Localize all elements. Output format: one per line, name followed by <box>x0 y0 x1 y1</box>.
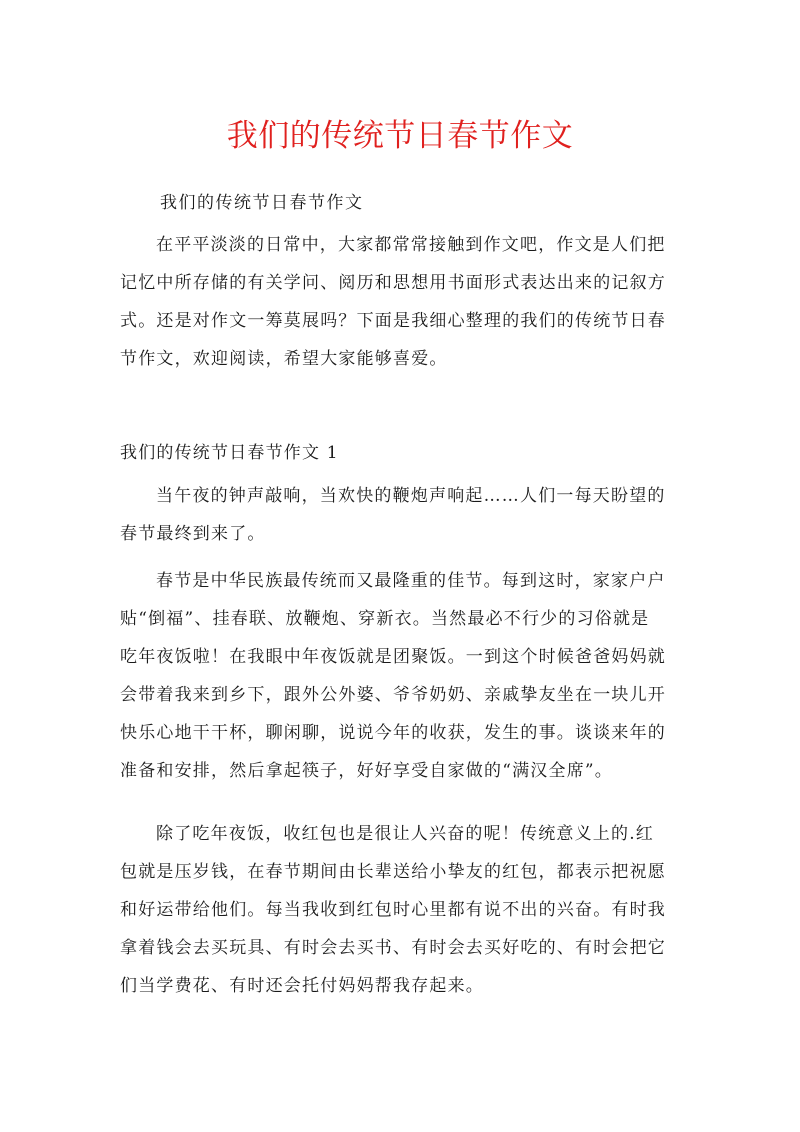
section-heading: 我们的传统节日春节作文 1 <box>120 443 339 463</box>
paragraph-line: 春节是中华民族最传统而又最隆重的佳节。每到这时，家家户户 <box>156 571 666 591</box>
paragraph-line: 和好运带给他们。每当我收到红包时心里都有说不出的兴奋。有时我 <box>120 900 666 920</box>
paragraph-line: 春节最终到来了。 <box>120 524 266 544</box>
intro-line: 在平平淡淡的日常中，大家都常常接触到作文吧，作文是人们把 <box>156 235 666 255</box>
intro-paragraph <box>120 226 682 378</box>
paragraph-line: 当午夜的钟声敲响，当欢快的鞭炮声响起……人们一每天盼望的 <box>156 486 666 506</box>
intro-line: 式。还是对作文一筹莫展吗？下面是我细心整理的我们的传统节日春 <box>120 311 666 331</box>
paragraph-1 <box>120 477 682 553</box>
paragraph-2 <box>120 562 682 790</box>
intro-line: 记忆中所存储的有关学问、阅历和思想用书面形式表达出来的记叙方 <box>120 273 666 293</box>
paragraph-line: 拿着钱会去买玩具、有时会去买书、有时会去买好吃的、有时会把它 <box>120 938 666 958</box>
intro-line: 节作文，欢迎阅读，希望大家能够喜爱。 <box>120 349 448 369</box>
document-title: 我们的传统节日春节作文 <box>226 118 574 154</box>
paragraph-line: 会带着我来到乡下，跟外公外婆、爷爷奶奶、亲戚挚友坐在一块儿开 <box>120 685 666 705</box>
paragraph-line: 们当学费花、有时还会托付妈妈帮我存起来。 <box>120 976 484 996</box>
paragraph-line: 吃年夜饭啦！在我眼中年夜饭就是团聚饭。一到这个时候爸爸妈妈就 <box>120 647 666 667</box>
paragraph-line: 贴“倒福”、挂春联、放鞭炮、穿新衣。当然最必不行少的习俗就是 <box>120 609 650 629</box>
paragraph-line: 包就是压岁钱，在春节期间由长辈送给小挚友的红包，都表示把祝愿 <box>120 862 666 882</box>
paragraph-line: 除了吃年夜饭，收红包也是很让人兴奋的呢！传统意义上的.红 <box>156 824 655 844</box>
paragraph-line: 准备和安排，然后拿起筷子，好好享受自家做的“满汉全席”。 <box>120 761 613 781</box>
document-subtitle: 我们的传统节日春节作文 <box>160 193 364 213</box>
paragraph-3 <box>120 815 682 1005</box>
paragraph-line: 快乐心地干干杯，聊闲聊，说说今年的收获，发生的事。谈谈来年的 <box>120 723 666 743</box>
